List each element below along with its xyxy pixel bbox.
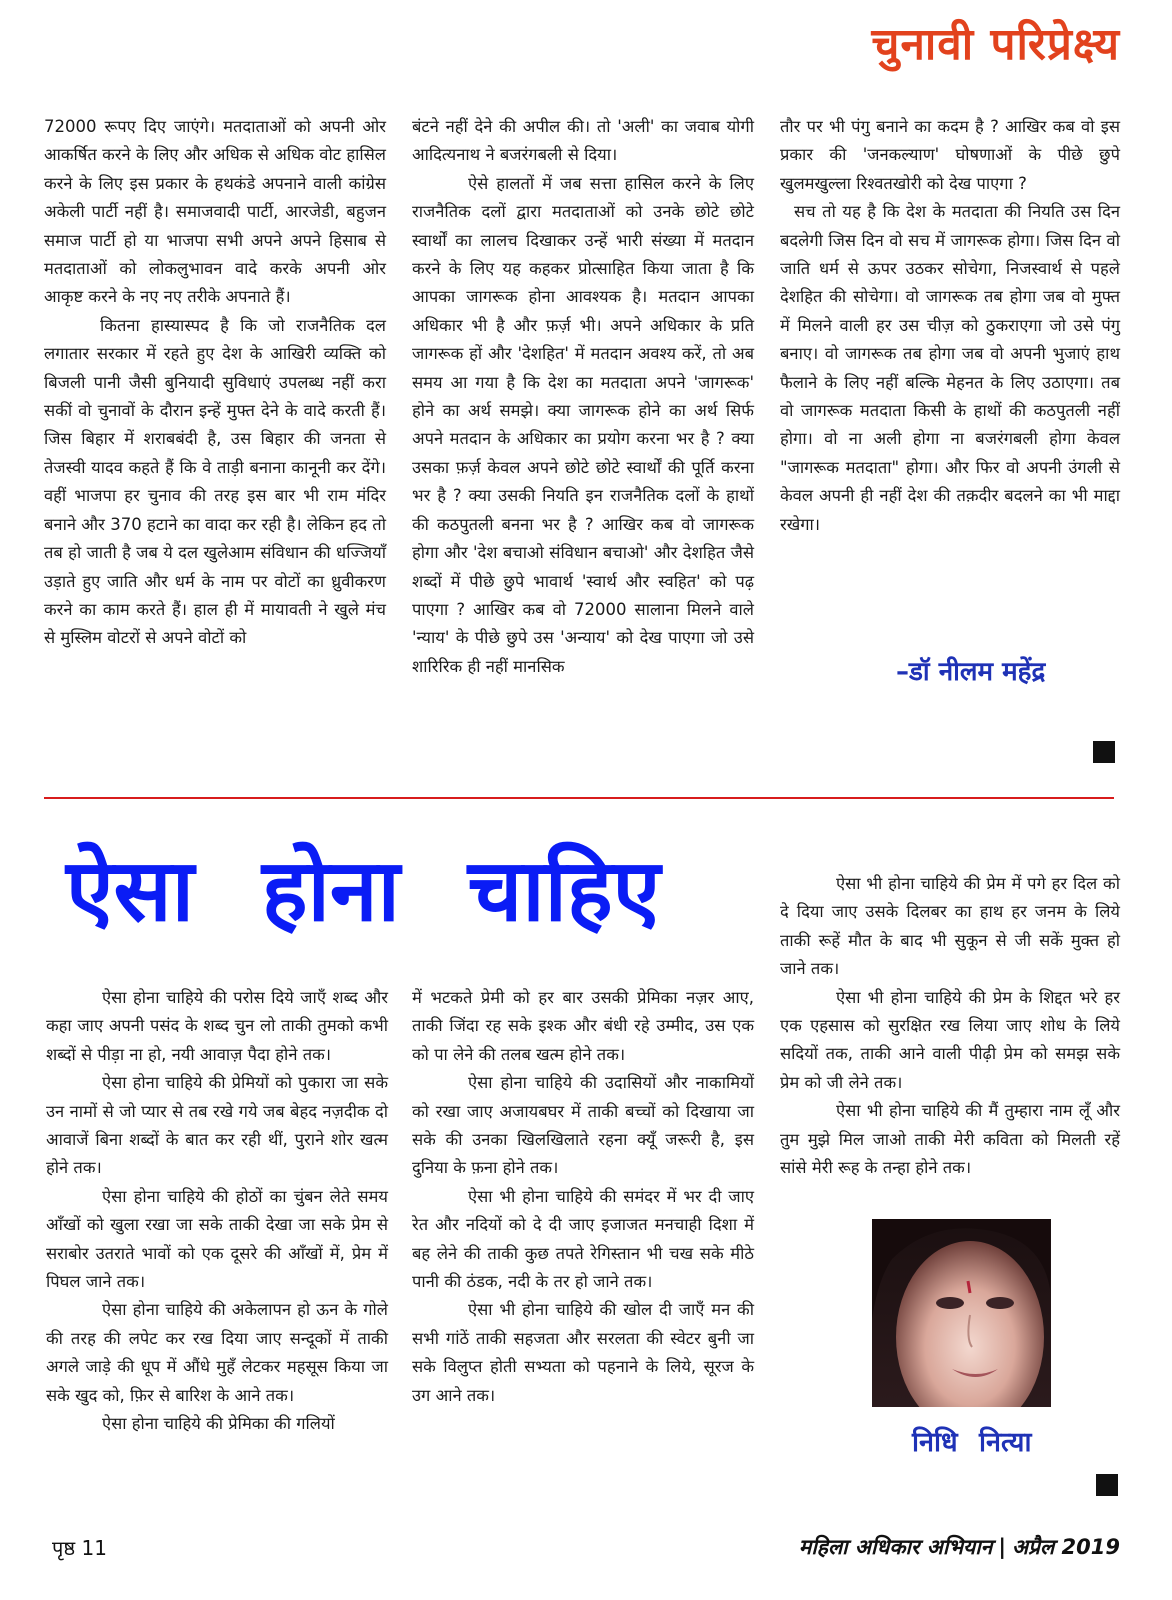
magazine-name: महिला अधिकार अभियान — [798, 1535, 993, 1559]
paragraph: बंटने नहीं देने की अपील की। तो 'अली' का जवाब योगी आदित्यनाथ ने बजरंगबली से दिया। — [412, 117, 754, 165]
article2-title: ऐसा होना चाहिए — [66, 841, 661, 941]
paragraph: ऐसा होना चाहिये की परोस दिये जाएँ शब्द और कहा जाए अपनी पसंद के शब्द चुन लो ताकी तुमको कभी शब्दों से पीड़ा ना हो, नयी आवाज़ पैदा होने तक। — [46, 988, 388, 1064]
paragraph: ऐसा भी होना चाहिये की प्रेम में पगे हर दिल को दे दिया जाए उसके दिलबर का हाथ हर जनम के लिये ताकी रूहें मौत के बाद भी सुकून से जी सकें मुक्त हो जाने तक। — [780, 874, 1120, 979]
article2-column-1 — [46, 984, 388, 1439]
footer-separator: | — [998, 1535, 1006, 1559]
article2-column-2 — [412, 984, 754, 1410]
end-of-article-mark — [1093, 741, 1115, 763]
end-of-article-mark — [1096, 1474, 1118, 1496]
article1-column-2 — [412, 113, 754, 681]
paragraph: ऐसा भी होना चाहिये की समंदर में भर दी जाए रेत और नदियों को दे दी जाए इजाजत मनचाही दिशा में बह लेने की ताकी कुछ तपते रेगिस्तान भी चख सके मीठे पानी की ठंडक, नदी के तर हो जाने तक। — [412, 1186, 754, 1292]
article1-column-1 — [44, 113, 386, 653]
paragraph: ऐसा होना चाहिये की अकेलापन हो ऊन के गोले की तरह की लपेट कर रख दिया जाए सन्दूकों में ताकी अगले जाड़े की धूप में औंधे मुहँ लेटकर महसूस किया जा सके खुद को, फ़िर से बारिश के आने तक। — [46, 1300, 388, 1405]
article2-column-3 — [780, 870, 1120, 1182]
paragraph: में भटकते प्रेमी को हर बार उसकी प्रेमिका नज़र आए, ताकी जिंदा रह सके इश्क और बंधी रहे उम्मीद, उस एक को पा लेने की तलब खत्म होने तक। — [412, 988, 754, 1064]
paragraph: ऐसा होना चाहिये की प्रेमिका की गलियों — [102, 1414, 335, 1434]
article1-byline: –डॉ नीलम महेंद्र — [896, 657, 1046, 687]
paragraph: ऐसा भी होना चाहिये की मैं तुम्हारा नाम लूँ और तुम मुझे मिल जाओ ताकी मेरी कविता को मिलती रहें सांसे मेरी रूह के तन्हा होने तक। — [780, 1101, 1120, 1178]
paragraph: ऐसा होना चाहिये की उदासियों और नाकामियों को रखा जाए अजायबघर में ताकी बच्चों को दिखाया जा सके की उनका खिलखिलाते रहना क्यूँ जरूरी है, इस दुनिया के फ़ना होने तक। — [412, 1073, 754, 1178]
author-photo — [872, 1219, 1051, 1407]
section-title: चुनावी परिप्रेक्ष्य — [871, 19, 1120, 70]
article1-column-3 — [780, 113, 1120, 539]
paragraph: तौर पर भी पंगु बनाने का कदम है ? आखिर कब वो इस प्रकार की 'जनकल्याण' घोषणाओं के पीछे छुपे खुलमखुल्ला रिश्वतखोरी को देख पाएगा ? — [780, 117, 1120, 193]
paragraph: ऐसा भी होना चाहिये की खोल दी जाएँ मन की सभी गांठें ताकी सहजता और सरलता की स्वेटर बुनी जा सके विलुप्त होती सभ्यता को पहनाने के लिये, सूरज के उग आने तक। — [412, 1300, 754, 1405]
page-number: पृष्ठ 11 — [52, 1536, 107, 1560]
paragraph: कितना हास्यास्पद है कि जो राजनैतिक दल लगातार सरकार में रहते हुए देश के आखिरी व्यक्ति को बिजली पानी जैसी बुनियादी सुविधाएं उपलब्ध नहीं करा सकीं वो चुनावों के दौरान इन्हें मुफ्त देने के वादे करती हैं। जिस बिहार में शराबबंदी है, उस बिहार की जनता से तेजस्वी यादव कहते हैं कि वे ताड़ी बनाना कानूनी कर देंगे। वहीं भाजपा हर चुनाव की तरह इस बार भी राम मंदिर बनाने और 370 हटाने का वादा कर रही है। लेकिन हद तो तब हो जाती है जब ये दल खुलेआम संविधान की धज्जियाँ उड़ाते हुए जाति और धर्म के नाम पर वोटों का ध्रुवीकरण करने का काम करते हैं। हाल ही में मायावती ने खुले मंच से मुस्लिम वोटरों से अपने वोटों को — [44, 315, 386, 648]
paragraph: ऐसा भी होना चाहिये की प्रेम के शिद्दत भरे हर एक एहसास को सुरक्षित रख लिया जाए शोध के लिये सदियों तक, ताकी आने वाली पीढ़ी प्रेम को समझ सके प्रेम को जी लेने तक। — [780, 987, 1120, 1092]
paragraph: सच तो यह है कि देश के मतदाता की नियति उस दिन बदलेगी जिस दिन वो सच में जागरूक होगा। जिस दिन वो जाति धर्म से ऊपर उठकर सोचेगा, निजस्वार्थ से पहले देशहित की सोचेगा। वो जागरूक तब होगा जब वो मुफ्त में मिलने वाली हर उस चीज़ को ठुकराएगा जो उसे पंगु बनाए। वो जागरूक तब होगा जब वो अपनी भुजाएं हाथ फैलाने के लिए नहीं बल्कि मेहनत के लिए उठाएगा। तब वो जागरूक मतदाता किसी के हाथों की कठपुतली नहीं होगा। वो ना अली होगा ना बजरंगबली होगा केवल "जागरूक मतदाता" होगा। और फिर वो अपनी उंगली से केवल अपनी ही नहीं देश की तक़दीर बदलने का भी माद्दा रखेगा। — [780, 202, 1120, 534]
section-divider — [44, 797, 1114, 799]
paragraph: ऐसा होना चाहिये की होठों का चुंबन लेते समय आँखों को खुला रखा जा सके ताकी देखा जा सके प्रेम से सराबोर उतराते भावों को एक दूसरे की आँखों में, प्रेम में पिघल जाने तक। — [46, 1186, 388, 1292]
footer-publication — [799, 1533, 1120, 1561]
article2-author: निधि नित्या — [912, 1427, 1032, 1458]
paragraph: ऐसे हालतों में जब सत्ता हासिल करने के लिए राजनैतिक दलों द्वारा मतदाताओं को उनके छोटे छोटे स्वार्थों का लालच दिखाकर उन्हें भारी संख्या में मतदान करने के लिए यह कहकर प्रोत्साहित किया जाता है कि आपका जागरूक होना आवश्यक है। मतदान आपका अधिकार भी है और फ़र्ज़ भी। अपने अधिकार के प्रति जागरूक हों और 'देशहित' में मतदान अवश्य करें, तो अब समय आ गया है कि देश का मतदाता अपने 'जागरूक' होने का अर्थ समझे। क्या जागरूक होने का अर्थ सिर्फ अपने मतदान के अधिकार का प्रयोग करना भर है ? क्या उसका फ़र्ज़ केवल अपने छोटे छोटे स्वार्थों की पूर्ति करना भर है ? क्या उसकी नियति इन राजनैतिक दलों के हाथों की कठपुतली बनना भर है ? आखिर कब वो जागरूक होगा और 'देश बचाओ संविधान बचाओ' और देशहित जैसे शब्दों में पीछे छुपे भावार्थ 'स्वार्थ और स्वहित' को पढ़ पाएगा ? आखिर कब वो 72000 सालाना मिलने वाले 'न्याय' के पीछे छुपे उस 'अन्याय' को देख पाएगा जो उसे शारिरिक ही नहीं मानसिक — [412, 173, 754, 676]
issue-date: अप्रैल 2019 — [1012, 1535, 1120, 1559]
paragraph: ऐसा होना चाहिये की प्रेमियों को पुकारा जा सके उन नामों से जो प्यार से तब रखे गये जब बेहद नज़दीक दो आवाजें बिना शब्दों के बात कर रही थीं, पुराने शोर खत्म होने तक। — [46, 1073, 388, 1178]
paragraph: 72000 रूपए दिए जाएंगे। मतदाताओं को अपनी ओर आकर्षित करने के लिए और अधिक से अधिक वोट हासिल करने के लिए इस प्रकार के हथकंडे अपनाने वाली कांग्रेस अकेली पार्टी नहीं है। समाजवादी पार्टी, आरजेडी, बहुजन समाज पार्टी हो या भाजपा सभी अपने अपने हिसाब से मतदाताओं को लोकलुभावन वादे करके अपनी ओर आकृष्ट करने के नए नए तरीके अपनाते हैं। — [44, 117, 386, 307]
